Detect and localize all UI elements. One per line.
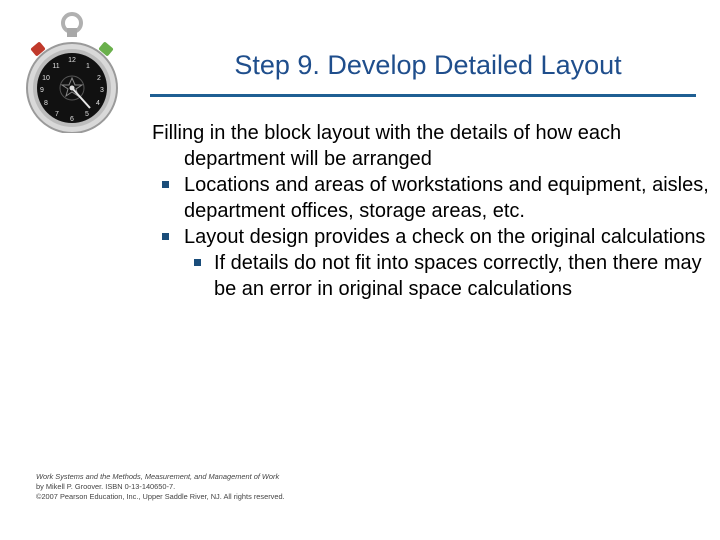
svg-text:5: 5 — [85, 111, 89, 118]
sub-bullet-item — [152, 250, 712, 302]
svg-text:6: 6 — [70, 116, 74, 123]
intro-paragraph: Filling in the block layout with the details of how each department will be arranged — [152, 122, 622, 170]
svg-text:3: 3 — [100, 87, 104, 94]
footer-copyright: ©2007 Pearson Education, Inc., Upper Saddle River, NJ. All rights reserved. — [36, 491, 285, 501]
svg-text:12: 12 — [68, 57, 76, 64]
footer-book-title: Work Systems and the Methods, Measurement, and Management of Work — [36, 472, 280, 481]
bullet-item — [152, 172, 712, 224]
bullet-text: Layout design provides a check on the original calculations — [184, 226, 706, 248]
stopwatch-icon — [26, 8, 126, 133]
svg-text:1: 1 — [86, 63, 90, 70]
bullet-item — [152, 224, 712, 250]
sub-bullet-text: If details do not fit into spaces correctly, then there may be an error in original space calculations — [214, 252, 702, 300]
svg-text:7: 7 — [55, 111, 59, 118]
copyright-footer — [36, 472, 356, 502]
svg-text:8: 8 — [44, 100, 48, 107]
slide-title: Step 9. Develop Detailed Layout — [234, 50, 622, 80]
square-bullet-icon — [162, 233, 169, 240]
title-underline — [150, 94, 696, 97]
square-bullet-icon — [194, 259, 201, 266]
svg-text:4: 4 — [96, 100, 100, 107]
bullet-text: Locations and areas of workstations and equipment, aisles, department offices, storage areas, etc. — [184, 174, 709, 222]
svg-text:11: 11 — [52, 63, 60, 70]
svg-text:10: 10 — [42, 75, 50, 82]
svg-text:2: 2 — [97, 75, 101, 82]
footer-author: by Mikell P. Groover. ISBN 0-13-140650-7. — [36, 481, 176, 491]
svg-text:9: 9 — [40, 87, 44, 94]
square-bullet-icon — [162, 181, 169, 188]
slide-body — [152, 120, 712, 302]
